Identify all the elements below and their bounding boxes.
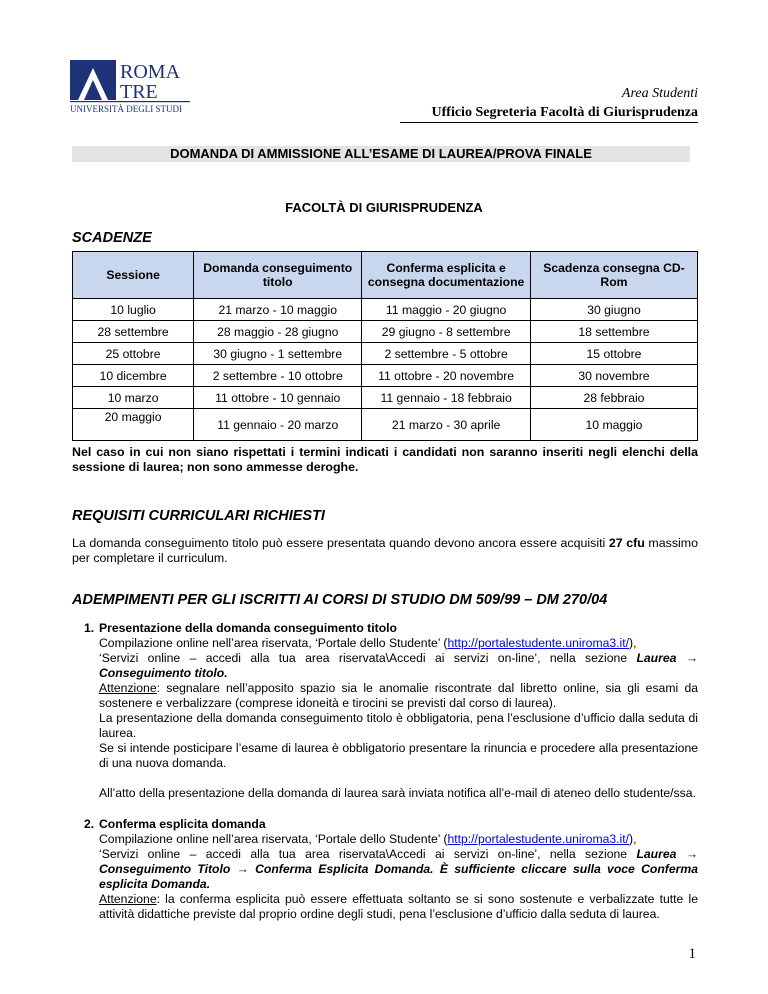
table-cell: 10 dicembre (73, 365, 194, 387)
item-paragraph: La presentazione della domanda conseguimento titolo è obbligatoria, pena l’esclusione d’ufficio dalla seduta di laurea. (99, 711, 698, 740)
deadlines-table (72, 251, 698, 441)
column-header: Sessione (73, 252, 194, 299)
item-number: 2. (84, 817, 95, 831)
svg-text:TRE: TRE (120, 81, 158, 103)
table-cell: 10 luglio (73, 299, 194, 321)
portal-link[interactable]: http://portalestudente.uniroma3.it/ (447, 832, 630, 846)
column-header: Scadenza consegna CD-Rom (530, 252, 697, 299)
faculty-title: FACOLTÀ DI GIURISPRUDENZA (285, 200, 483, 215)
item-title: Conferma esplicita domanda (99, 817, 266, 831)
table-cell: 11 gennaio - 20 marzo (194, 409, 362, 441)
item-paragraph (99, 892, 698, 922)
table-cell: 21 marzo - 10 maggio (194, 299, 362, 321)
table-cell: 21 marzo - 30 aprile (362, 409, 531, 441)
table-cell: 11 ottobre - 10 gennaio (194, 387, 362, 409)
table-cell: 28 settembre (73, 321, 194, 343)
table-cell: 10 maggio (530, 409, 697, 441)
text: : segnalare nell’apposito spazio sia le anomalie riscontrate dal libretto online, sia gli esami da sostenere e verbalizzare (comprese idoneità e tirocini se previsti dal corso di laurea). (99, 681, 698, 710)
item-paragraph (99, 681, 698, 711)
page-number: 1 (688, 946, 696, 962)
list-item (72, 621, 698, 801)
column-header: Conferma esplicita e consegna documentazione (362, 252, 531, 299)
table-row (73, 387, 698, 409)
column-header: Domanda conseguimento titolo (194, 252, 362, 299)
table-cell: 11 gennaio - 18 febbraio (362, 387, 531, 409)
office-label: Ufficio Segreteria Facoltà di Giurisprudenza (400, 105, 698, 123)
adempimenti-heading: ADEMPIMENTI PER GLI ISCRITTI AI CORSI DI STUDIO DM 509/99 – DM 270/04 (72, 592, 608, 608)
menu-path: Laurea → Conseguimento titolo. (99, 651, 699, 680)
list-item (72, 817, 698, 922)
table-header-row (73, 252, 698, 299)
deadline-note: Nel caso in cui non siano rispettati i termini indicati i candidati non saranno inseriti negli elenchi della sessione di laurea; non sono ammesse deroghe. (72, 445, 698, 474)
item-title: Presentazione della domanda conseguimento titolo (99, 621, 397, 635)
text: Compilazione online nell’area riservata, ‘Portale dello Studente’ ( (99, 832, 448, 846)
table-cell: 25 ottobre (73, 343, 194, 365)
table-cell: 29 giugno - 8 settembre (362, 321, 531, 343)
requisiti-heading: REQUISITI CURRICULARI RICHIESTI (72, 508, 325, 524)
svg-text:ROMA: ROMA (120, 61, 181, 83)
item-paragraph: All’atto della presentazione della domanda di laurea sarà inviata notifica all’e-mail di ateneo dello studente/ssa. (99, 786, 696, 800)
table-row (73, 343, 698, 365)
table-row (73, 365, 698, 387)
table-row (73, 299, 698, 321)
text: ‘Servizi online – accedi alla tua area riservata\Accedi ai servizi on-line’, nella sezione (99, 651, 637, 665)
attention-label: Attenzione (99, 681, 157, 695)
table-cell: 28 maggio - 28 giugno (194, 321, 362, 343)
table-row (73, 321, 698, 343)
table-cell: 30 giugno (530, 299, 697, 321)
text: ), (629, 636, 637, 650)
scadenze-heading: SCADENZE (72, 230, 152, 246)
university-logo (70, 60, 190, 116)
table-cell: 28 febbraio (530, 387, 697, 409)
table-cell: 20 maggio (73, 409, 194, 441)
table-cell: 15 ottobre (530, 343, 697, 365)
table-row (73, 409, 698, 441)
attention-label: Attenzione (99, 892, 157, 906)
cfu-value: 27 cfu (608, 536, 645, 550)
text: ‘Servizi online – accedi alla tua area riservata\Accedi ai servizi on-line’, nella sezione (99, 847, 637, 861)
text: Compilazione online nell’area riservata, ‘Portale dello Studente’ ( (99, 636, 448, 650)
requisiti-text (72, 536, 698, 566)
item-number: 1. (84, 621, 95, 635)
item-paragraph (99, 832, 698, 892)
item-paragraph: Se si intende posticipare l’esame di laurea è obbligatorio presentare la rinuncia e procedere alla presentazione di una nuova domanda. (99, 741, 698, 770)
table-cell: 18 settembre (530, 321, 697, 343)
item-paragraph (99, 636, 698, 681)
table-cell: 30 giugno - 1 settembre (194, 343, 362, 365)
menu-path: Laurea → Conseguimento Titolo → Conferma Esplicita Domanda. È sufficiente cliccare sulla voce Conferma esplicita Domanda. (99, 847, 699, 891)
text: ), (629, 832, 637, 846)
portal-link[interactable]: http://portalestudente.uniroma3.it/ (447, 636, 630, 650)
table-cell: 11 maggio - 20 giugno (362, 299, 531, 321)
table-cell: 30 novembre (530, 365, 697, 387)
table-cell: 11 ottobre - 20 novembre (362, 365, 531, 387)
table-cell: 2 settembre - 10 ottobre (194, 365, 362, 387)
document-title: DOMANDA DI AMMISSIONE ALL’ESAME DI LAUREA/PROVA FINALE (72, 146, 690, 162)
area-label: Area Studenti (621, 86, 698, 101)
table-cell: 2 settembre - 5 ottobre (362, 343, 531, 365)
table-cell: 10 marzo (73, 387, 194, 409)
text: : la conferma esplicita può essere effettuata soltanto se si sono sostenute e verbalizzate tutte le attività didattiche previste dal proprio ordine degli studi, pena l’esclusione d’ufficio dalla seduta di laurea. (99, 892, 698, 921)
requisiti-text-part: massimo per completare il curriculum. (72, 536, 698, 565)
svg-text:UNIVERSITÀ DEGLI STUDI: UNIVERSITÀ DEGLI STUDI (70, 104, 182, 114)
requisiti-text-part: La domanda conseguimento titolo può essere presentata quando devono ancora essere acquisiti (72, 536, 609, 550)
